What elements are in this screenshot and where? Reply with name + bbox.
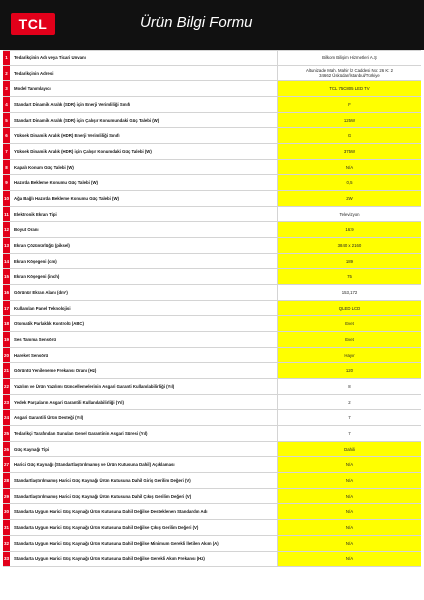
row-value: 7 [348, 415, 351, 421]
table-row [3, 269, 421, 285]
product-info-table [3, 50, 421, 567]
table-row [3, 410, 421, 426]
row-label: Standartlaştırılmamış Harici Güç Kaynağı Ürün Kutusuna Dahil Giriş Gerilim Değeri (V) [10, 473, 278, 488]
row-label: Otomatik Parlaklık Kontrolü (ABC) [10, 316, 278, 331]
row-value: 120 [278, 363, 421, 378]
row-label: Hareket Sensörü [10, 348, 278, 363]
row-number: 12 [3, 222, 10, 237]
table-row [3, 442, 421, 458]
header-bar [0, 0, 424, 50]
row-label: Standartlaştırılmamış Harici Güç Kaynağı Ürün Kutusuna Dahil Çıkış Gerilim Değeri (V) [10, 489, 278, 504]
row-label: Görüntü Yenileneme Frekansı Oranı (Hz) [10, 363, 278, 378]
row-number: 6 [3, 128, 10, 143]
row-number: 10 [3, 191, 10, 206]
row-value: F [278, 97, 421, 112]
table-row [3, 128, 421, 144]
row-number: 24 [3, 410, 10, 425]
table-row [3, 332, 421, 348]
row-number: 9 [3, 175, 10, 190]
row-value: Dahili [278, 442, 421, 457]
row-value: 189 [278, 254, 421, 269]
row-number: 28 [3, 473, 10, 488]
row-value: Televizyon [339, 211, 360, 217]
table-row [3, 426, 421, 442]
page-title: Ürün Bilgi Formu [140, 14, 253, 31]
table-row [3, 316, 421, 332]
table-row [3, 144, 421, 160]
row-value: 125W [278, 113, 421, 128]
row-value: Hayır [278, 348, 421, 363]
row-label: Yüksek Dinamik Aralık (HDR) için Çalışır Konumdaki Güç Talebi (W) [10, 144, 278, 159]
row-label: Standart Dinamik Aralık (SDR) için Çalışır Konumundaki Güç Talebi (W) [10, 113, 278, 128]
row-number: 19 [3, 332, 10, 347]
table-row [3, 363, 421, 379]
row-number: 29 [3, 489, 10, 504]
table-row [3, 50, 421, 66]
row-value: N/A [278, 489, 421, 504]
table-row [3, 520, 421, 536]
row-value: 153,172 [341, 289, 358, 295]
row-value: 2W [278, 191, 421, 206]
row-label: Yüksek Dinamik Aralık (HDR) Enerji Verimliliği Sınıfı [10, 128, 278, 143]
row-label: Yazılım ve Ürün Yazılımı Güncellemelerinin Asgari Garanti Kullanılabilirliği (Yıl) [10, 379, 278, 394]
table-row [3, 489, 421, 505]
table-row [3, 285, 421, 301]
row-value: 3840 x 2160 [278, 238, 421, 253]
row-number: 13 [3, 238, 10, 253]
row-label: Asgari Garantili Ürün Desteği (Yıl) [10, 410, 278, 425]
table-row [3, 66, 421, 82]
table-row [3, 160, 421, 176]
row-number: 26 [3, 442, 10, 457]
row-label: Tedarikçinin Adresi [10, 66, 278, 81]
row-number: 33 [3, 552, 10, 567]
row-number: 11 [3, 207, 10, 222]
row-value: N/A [278, 520, 421, 535]
row-label: Kullanılan Panel Teknolojisi [10, 301, 278, 316]
row-number: 5 [3, 113, 10, 128]
row-label: Güç Kaynağı Tipi [10, 442, 278, 457]
table-row [3, 254, 421, 270]
table-row [3, 97, 421, 113]
row-number: 22 [3, 379, 10, 394]
row-label: Standarta Uygun Harici Güç Kaynağı Ürün Kutusuna Dahil Değilse Desteklenen Standardın Adı [10, 504, 278, 519]
row-number: 23 [3, 395, 10, 410]
row-label: Ekran Köşegeni (cm) [10, 254, 278, 269]
row-value: Bilkom Bilişim Hizmetleri A.Ş [322, 55, 377, 61]
row-number: 17 [3, 301, 10, 316]
row-number: 25 [3, 426, 10, 441]
row-label: Ekran Köşegeni (inch) [10, 269, 278, 284]
table-row [3, 175, 421, 191]
row-label: Ağa Bağlı Hazırda Bekleme Konumu Güç Talebi (W) [10, 191, 278, 206]
row-value: N/A [278, 504, 421, 519]
row-value: 16:9 [278, 222, 421, 237]
row-value: Evet [278, 332, 421, 347]
tcl-logo: TCL [11, 13, 55, 35]
row-value: 2 [348, 399, 351, 405]
row-value: N/A [278, 457, 421, 472]
table-row [3, 191, 421, 207]
row-label: Ses Tanıma Sensörü [10, 332, 278, 347]
row-value: 0,5 [278, 175, 421, 190]
row-label: Kapalı Konum Güç Talebi (W) [10, 160, 278, 175]
row-number: 2 [3, 66, 10, 81]
row-label: Standarta Uygun Harici Güç Kaynağı Ürün Kutusuna Dahil Değilse Minimum Gerekli İletilen Akım (A) [10, 536, 278, 551]
row-value: QLED LCD [278, 301, 421, 316]
row-value: N/A [278, 552, 421, 567]
row-label: Boyut Oranı [10, 222, 278, 237]
row-number: 27 [3, 457, 10, 472]
table-row [3, 379, 421, 395]
table-row [3, 81, 421, 97]
row-value: N/A [278, 536, 421, 551]
row-label: Standart Dinamik Aralık (SDR) için Enerji Verimliliği Sınıfı [10, 97, 278, 112]
row-number: 30 [3, 504, 10, 519]
table-row [3, 552, 421, 568]
row-value: 8 [348, 383, 351, 389]
row-number: 20 [3, 348, 10, 363]
row-label: Yedek Parçaların Asgari Garantili Kullanılabilirliği (Yıl) [10, 395, 278, 410]
row-value: N/A [278, 160, 421, 175]
table-row [3, 222, 421, 238]
row-label: Harici Güç Kaynağı (Standartlaştırılmamış ve Ürün Kutusuna Dahil) Açıklaması [10, 457, 278, 472]
row-number: 32 [3, 536, 10, 551]
row-value: TCL 75C805 LED TV [278, 81, 421, 96]
table-row [3, 504, 421, 520]
table-row [3, 207, 421, 223]
row-label: Tedarikçinin Adı veya Ticari Unvanı [10, 51, 278, 65]
row-value: N/A [278, 473, 421, 488]
row-value: 75 [278, 269, 421, 284]
row-value: Evet [278, 316, 421, 331]
row-label: Ekran Çözünürlüğü (piksel) [10, 238, 278, 253]
row-label: Tedarikçi Tarafından Sunulan Genel Garantinin Asgari Süresi (Yıl) [10, 426, 278, 441]
table-row [3, 473, 421, 489]
row-label: Model Tanımlayıcı [10, 81, 278, 96]
row-number: 18 [3, 316, 10, 331]
table-row [3, 348, 421, 364]
row-number: 16 [3, 285, 10, 300]
row-label: Görünür Ekran Alanı (dm²) [10, 285, 278, 300]
row-label: Standarta Uygun Harici Güç Kaynağı Ürün Kutusuna Dahil Değilse Çıkış Gerilim Değeri (V) [10, 520, 278, 535]
table-row [3, 395, 421, 411]
row-number: 14 [3, 254, 10, 269]
table-row [3, 457, 421, 473]
row-value: Altunizade Mah. Mahir İz Caddesi No: 26 K: 2 34662 Üsküdar/İstanbul/Türkiye [306, 68, 393, 78]
row-number: 3 [3, 81, 10, 96]
row-label: Elektronik Ekran Tipi [10, 207, 278, 222]
row-value: 375W [278, 144, 421, 159]
table-row [3, 536, 421, 552]
row-number: 4 [3, 97, 10, 112]
row-value: 7 [348, 430, 351, 436]
row-number: 15 [3, 269, 10, 284]
row-number: 8 [3, 160, 10, 175]
table-row [3, 113, 421, 129]
table-row [3, 301, 421, 317]
row-number: 1 [3, 51, 10, 65]
table-row [3, 238, 421, 254]
row-label: Standarta Uygun Harici Güç Kaynağı Ürün Kutusuna Dahil Değilse Gerekli Akım Frekansı (Hz) [10, 552, 278, 567]
row-number: 7 [3, 144, 10, 159]
row-number: 21 [3, 363, 10, 378]
row-value: G [278, 128, 421, 143]
row-number: 31 [3, 520, 10, 535]
row-label: Hazırda Bekleme Konumu Güç Talebi (W) [10, 175, 278, 190]
